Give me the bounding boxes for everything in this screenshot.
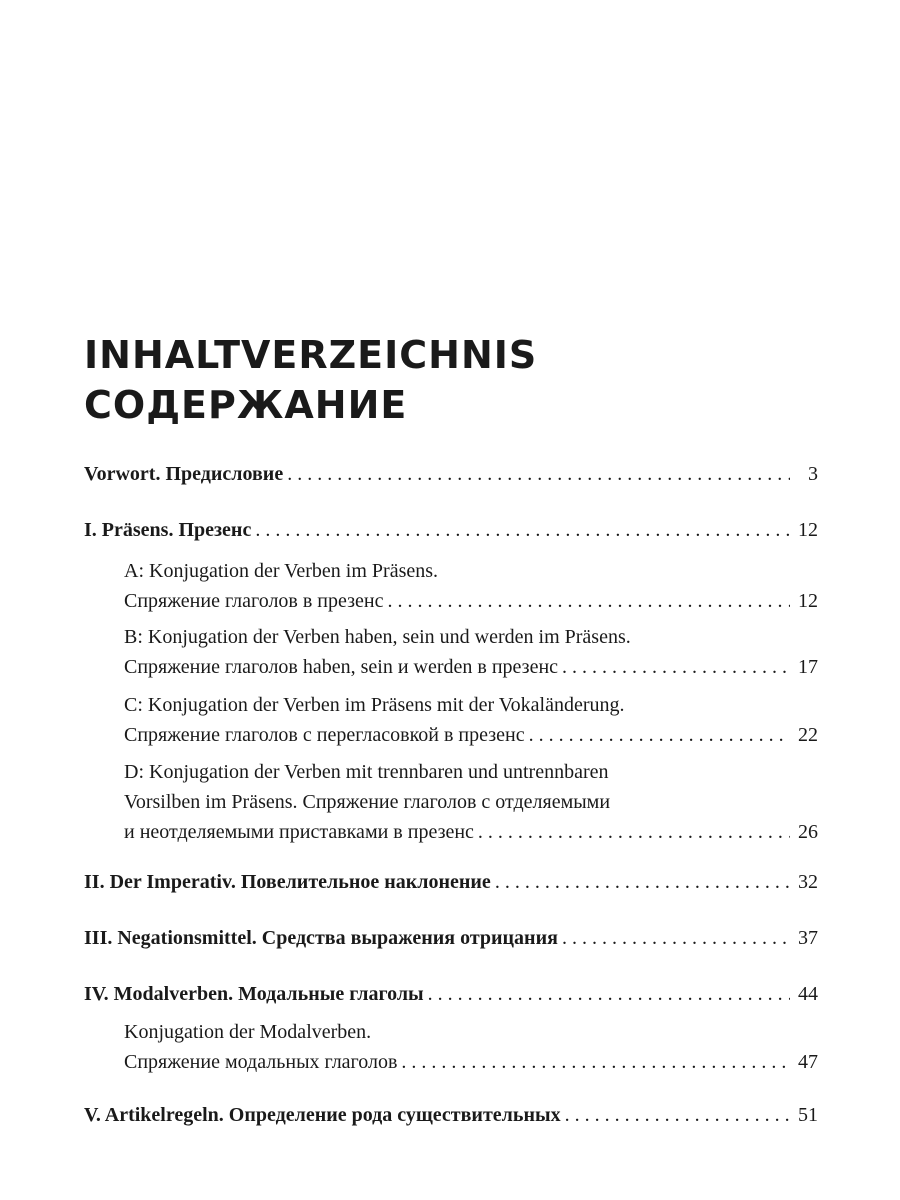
page-number: 22 [798,724,818,746]
toc-entry-title: Vorwort. Предисловие [84,463,284,485]
page-number: 17 [798,656,818,678]
dot-leader [562,923,790,953]
toc-entry-vorwort[interactable] [84,459,818,489]
toc-subentry-c[interactable] [124,690,818,750]
dot-leader [255,515,790,545]
title-german: INHALTVERZEICHNIS [84,333,538,377]
page-number: 32 [798,871,818,893]
toc-entry-title: V. Artikelregeln. Определение рода существительных [84,1104,561,1126]
dot-leader [428,979,790,1009]
toc-entry-title: III. Negationsmittel. Средства выражения отрицания [84,927,558,949]
toc-subentry-modal[interactable] [124,1017,818,1077]
toc-entry-line: Vorsilben im Präsens. Спряжение глаголов с отделяемыми [124,791,611,813]
toc-entry-title: II. Der Imperativ. Повелительное наклонение [84,871,491,893]
page-number: 51 [798,1104,818,1126]
toc-entry-title: и неотделяемыми приставками в презенс [124,821,474,843]
dot-leader [287,459,790,489]
toc-entry-title: IV. Modalverben. Модальные глаголы [84,983,424,1005]
toc-entry-title: Спряжение глаголов в презенс [124,590,384,612]
dot-leader [565,1100,790,1130]
toc-entry-negation[interactable] [84,923,818,953]
toc-entry-line: D: Konjugation der Verben mit trennbaren und untrennbaren [124,761,609,783]
title-russian: СОДЕРЖАНИЕ [84,383,408,427]
page-number: 3 [808,463,818,485]
toc-entry-praesens[interactable] [84,515,818,545]
toc-entry-title: Спряжение модальных глаголов [124,1051,398,1073]
toc-entry-title: I. Präsens. Презенс [84,519,252,541]
toc-entry-line: C: Konjugation der Verben im Präsens mit der Vokaländerung. [124,694,625,716]
page-number: 37 [798,927,818,949]
toc-entry-line: A: Konjugation der Verben im Präsens. [124,560,439,582]
toc-entry-title: Спряжение глаголов haben, sein и werden в презенс [124,656,559,678]
toc-subentry-a[interactable] [124,556,818,616]
page-number: 12 [798,590,818,612]
dot-leader [495,867,790,897]
toc-entry-line: B: Konjugation der Verben haben, sein und werden im Präsens. [124,626,631,648]
dot-leader [562,652,790,682]
page-number: 47 [798,1051,818,1073]
dot-leader [388,586,791,616]
page-number: 44 [798,983,818,1005]
toc-entry-title: Спряжение глаголов с перегласовкой в презенс [124,724,525,746]
toc-entry-modalverben[interactable] [84,979,818,1009]
dot-leader [478,817,790,847]
toc-entry-line: Konjugation der Modalverben. [124,1021,372,1043]
toc-entry-imperativ[interactable] [84,867,818,897]
toc-subentry-d[interactable] [124,757,818,847]
dot-leader [401,1047,790,1077]
toc-entry-artikelregeln[interactable] [84,1100,818,1130]
toc-subentry-b[interactable] [124,622,818,682]
dot-leader [529,720,790,750]
page-number: 12 [798,519,818,541]
page-number: 26 [798,821,818,843]
